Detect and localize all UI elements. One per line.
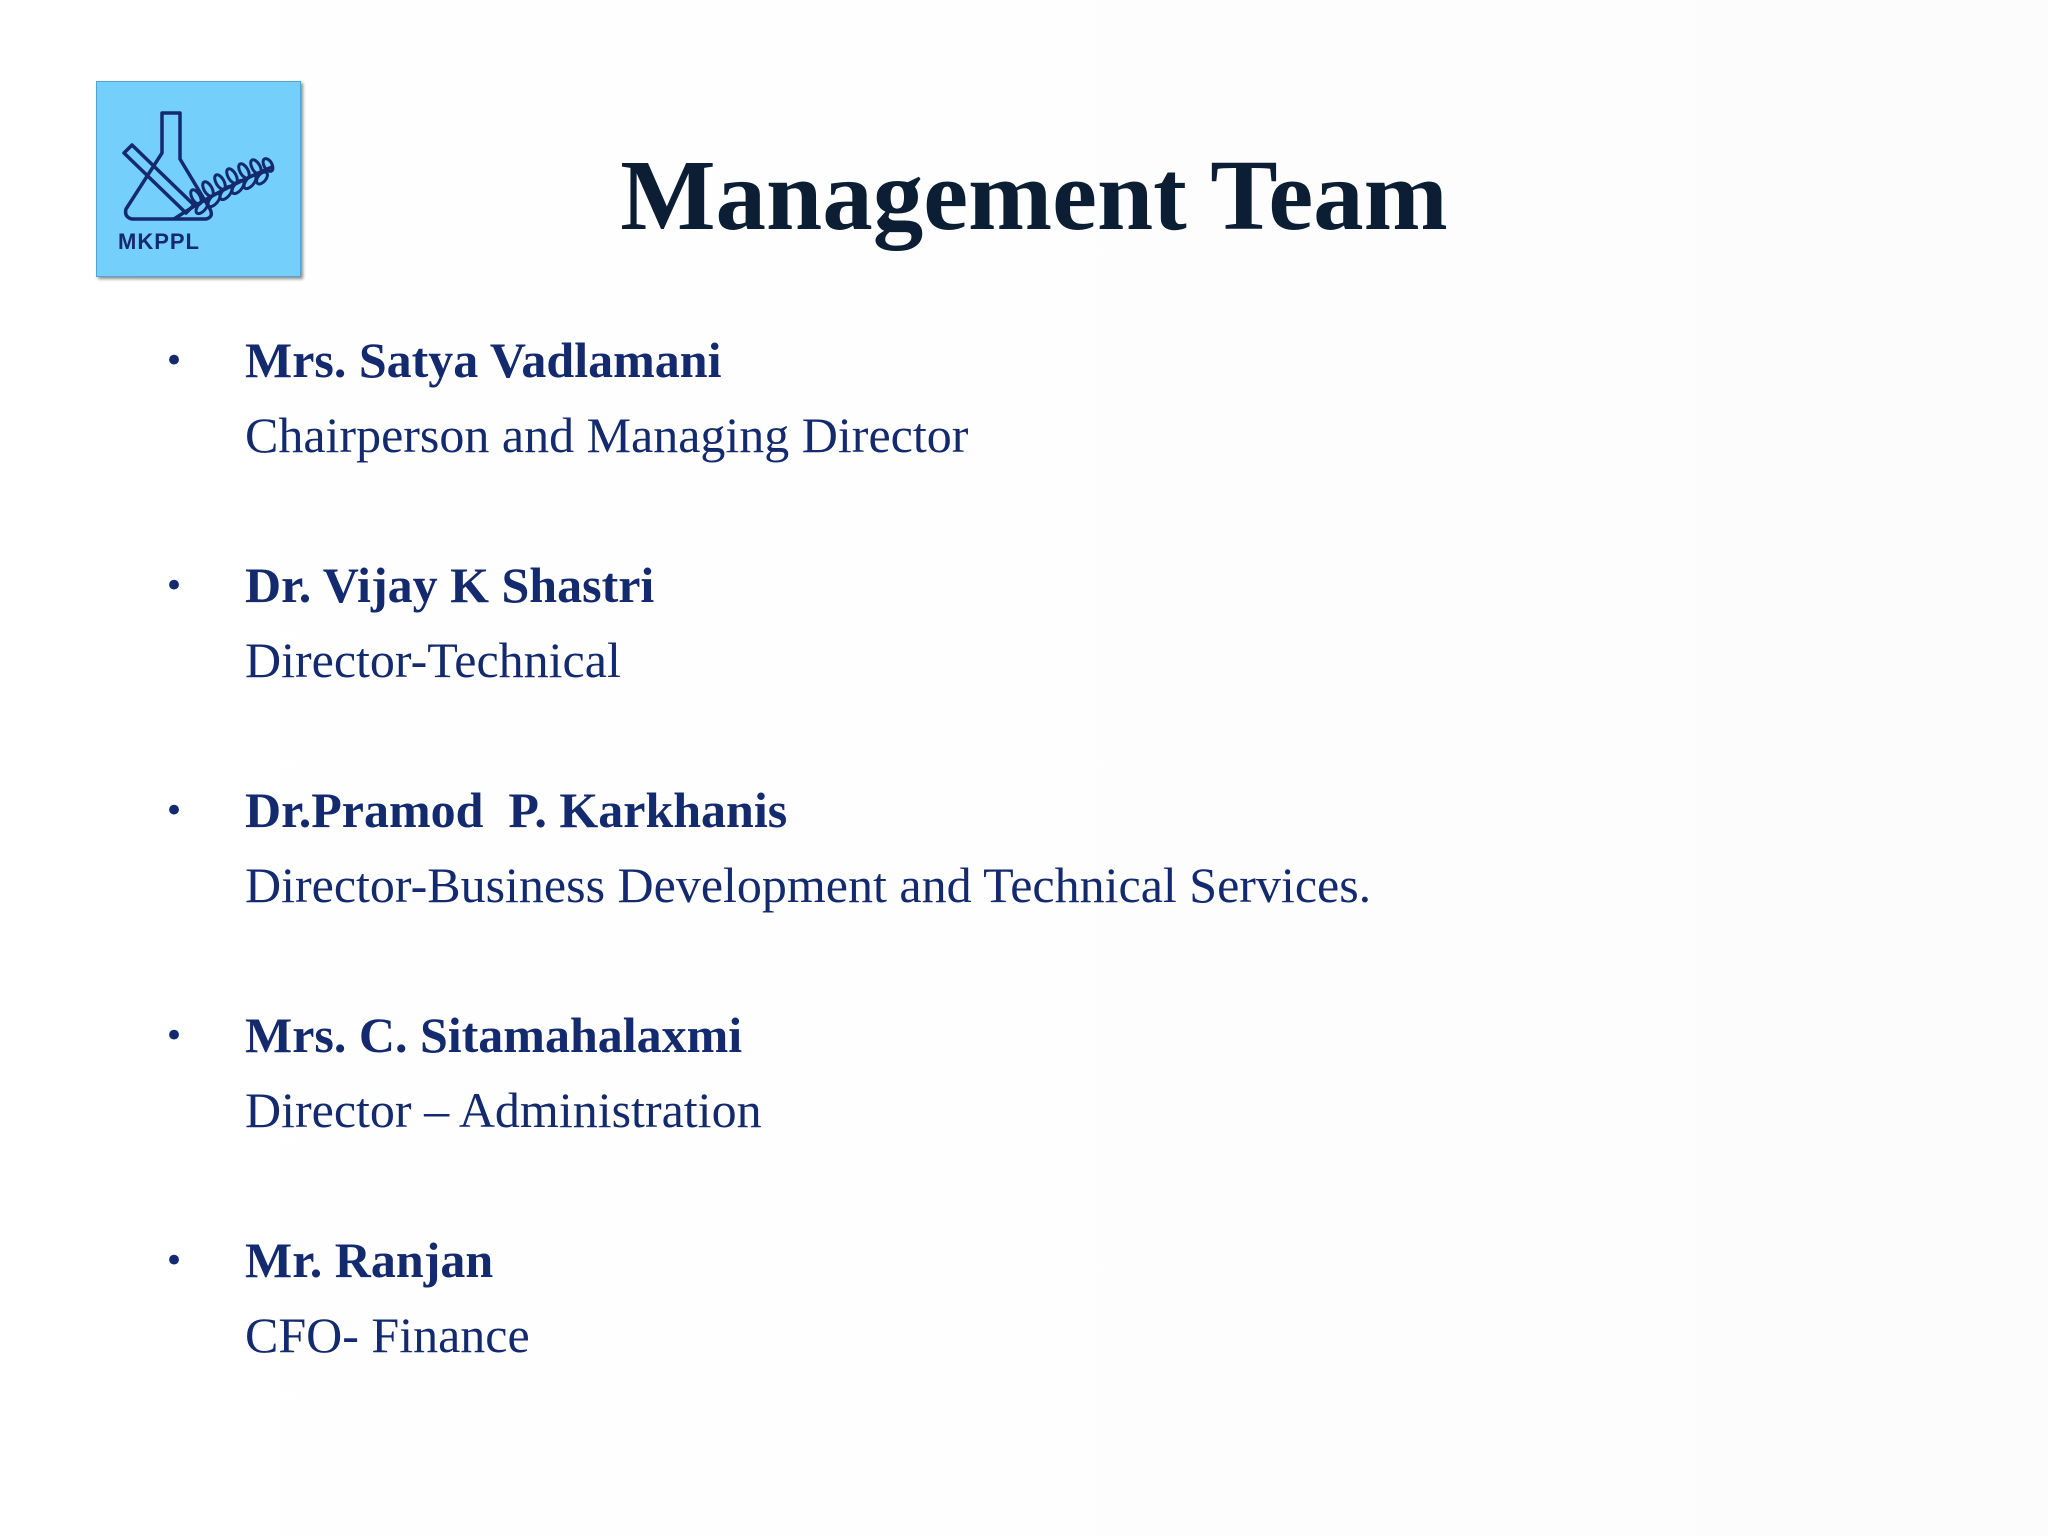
list-item bbox=[0, 1005, 2048, 1175]
bullet-icon: • bbox=[164, 791, 185, 831]
member-name: Mrs. C. Sitamahalaxmi bbox=[245, 1007, 743, 1063]
list-item bbox=[0, 330, 2048, 500]
member-role: Director-Business Development and Technical Services. bbox=[245, 857, 1372, 913]
list-item bbox=[0, 1230, 2048, 1400]
member-role: Director – Administration bbox=[245, 1082, 762, 1138]
list-item bbox=[0, 780, 2048, 950]
member-name: Mrs. Satya Vadlamani bbox=[245, 332, 722, 388]
member-name: Mr. Ranjan bbox=[245, 1232, 494, 1288]
bullet-icon: • bbox=[164, 566, 185, 606]
member-role: Director-Technical bbox=[245, 632, 621, 688]
logo-text: MKPPL bbox=[118, 229, 200, 254]
member-role: CFO- Finance bbox=[245, 1307, 530, 1363]
member-name: Dr. Vijay K Shastri bbox=[245, 557, 655, 613]
page-title: Management Team bbox=[620, 139, 1448, 251]
member-name: Dr.Pramod P. Karkhanis bbox=[245, 782, 788, 838]
bullet-icon: • bbox=[164, 1016, 185, 1056]
list-item bbox=[0, 555, 2048, 725]
bullet-icon: • bbox=[164, 1241, 185, 1281]
member-role: Chairperson and Managing Director bbox=[245, 407, 969, 463]
bullet-icon: • bbox=[164, 341, 185, 381]
